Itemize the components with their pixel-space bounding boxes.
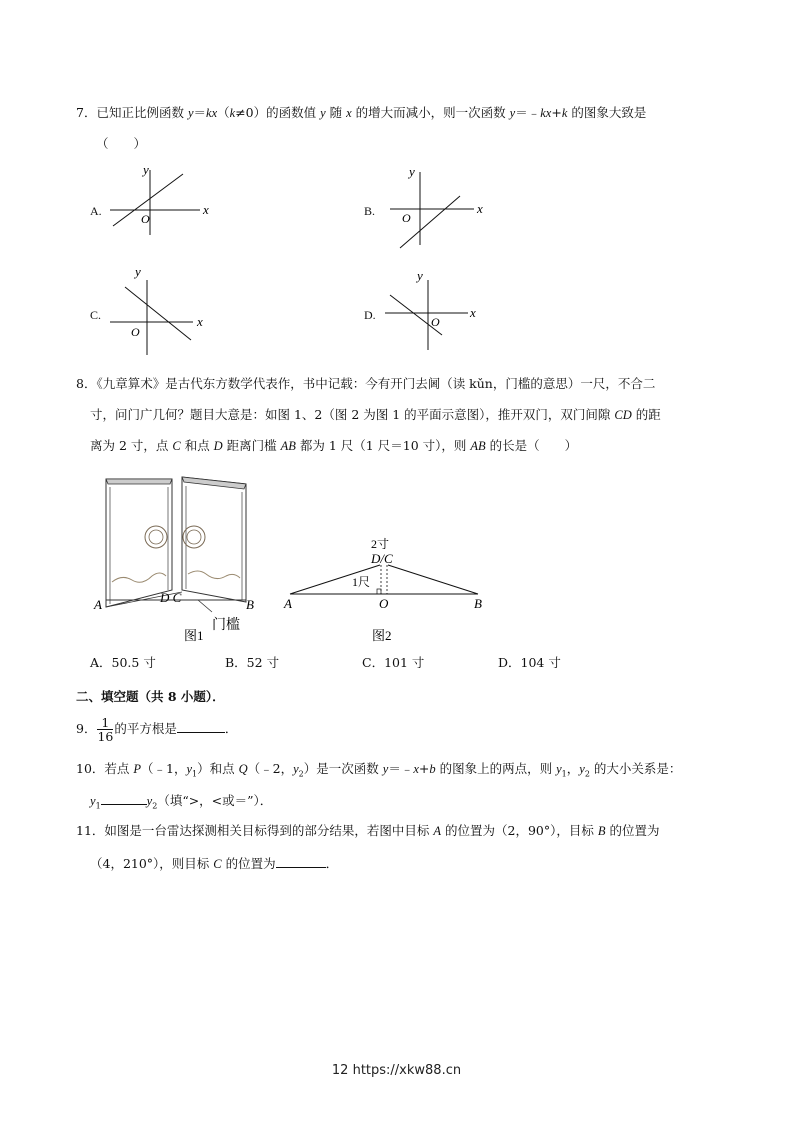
q11-line-1: 11．如图是一台雷达探测相关目标得到的部分结果，若图中目标 A 的位置为（2，90°），目标 B 的位置为: [76, 823, 660, 838]
fig1-sill-label: 门槛: [212, 618, 240, 633]
q8-choice-c[interactable]: C．101 寸: [362, 655, 425, 670]
fig2-top-label: 2寸: [371, 537, 390, 551]
fig1-label-b: B: [246, 597, 254, 612]
q7-answer-paren: （ ）: [96, 136, 147, 151]
q10-answer-blank[interactable]: [101, 792, 147, 805]
y-axis-label: y: [417, 268, 423, 283]
section-heading: 二、填空题（共 8 小题）．: [76, 689, 225, 704]
fig2-caption: 图2: [372, 628, 392, 643]
q7-option-d-label[interactable]: D.: [364, 308, 376, 322]
q8-line-1: 8．《九章算术》是古代东方数学代表作，书中记载：今有开门去阃（读 kǔn，门槛的意思）一尺，不合二: [76, 376, 656, 391]
x-axis-label: x: [197, 314, 203, 329]
page-footer: 12 https://xkw88.cn: [331, 1063, 462, 1078]
q7-option-c-label[interactable]: C.: [90, 308, 102, 322]
q8-figure-2: [280, 534, 495, 650]
q9-answer-blank[interactable]: [177, 720, 225, 733]
y-axis-label: y: [143, 162, 149, 177]
q9-fraction: $\frac{1}{16}$: [97, 715, 114, 744]
x-axis-label: x: [203, 202, 209, 217]
q8-choice-a[interactable]: A．50.5 寸: [90, 655, 156, 670]
q7-option-b-label[interactable]: B.: [364, 204, 376, 218]
q7-option-c-graph[interactable]: [105, 265, 215, 360]
q8-choice-d[interactable]: D．104 寸: [498, 655, 561, 670]
y-axis-label: y: [135, 265, 141, 279]
q9-line: 9． $\frac{1}{16}$ 的平方根是 ．: [76, 715, 238, 744]
q11-line-2: （4，210°），则目标 C 的位置为 ．: [90, 856, 339, 871]
fig2-label-o: O: [379, 596, 389, 611]
fig1-caption: 图1: [184, 628, 204, 643]
q7-option-a-label[interactable]: A.: [90, 204, 102, 218]
q8-choice-b[interactable]: B．52 寸: [225, 655, 280, 670]
fig2-label-a: A: [284, 596, 292, 611]
x-axis-label: x: [470, 305, 476, 320]
q10-line-1: 10．若点 P（﹣1，$y_1$）和点 Q（﹣2，$y_2$）是一次函数 y＝﹣x+b 的图象上的两点，则 $y_1$，$y_2$ 的大小关系是：: [76, 761, 682, 779]
fig2-label-dc: D/C: [371, 551, 393, 566]
q11-answer-blank[interactable]: [276, 855, 326, 868]
q8-line-2: 寸，问门广几何？题目大意是：如图 1、2（图 2 为图 1 的平面示意图），推开双门，双门间隙 CD 的距: [90, 407, 661, 422]
q10-line-2: $y_1$ $y_2$（填“>，<或＝”）．: [90, 793, 273, 811]
origin-label: O: [431, 315, 440, 329]
q7-stem: 7．已知正比例函数 y＝kx（k≠0）的函数值 y 随 x 的增大而减小，则一次函数 y＝﹣kx+k 的图象大致是: [76, 105, 647, 120]
origin-label: O: [131, 325, 140, 339]
q8-line-3: 离为 2 寸，点 C 和点 D 距离门槛 AB 都为 1 尺（1 尺＝10 寸），则 AB 的长是（ ）: [90, 438, 578, 453]
origin-label: O: [402, 211, 411, 225]
x-axis-label: x: [477, 201, 483, 216]
fig1-label-dc: D C: [160, 590, 182, 605]
q8-figure-1: [90, 472, 260, 650]
fig1-label-a: A: [94, 597, 102, 612]
q7-option-a-graph[interactable]: [105, 160, 225, 240]
origin-label: O: [141, 212, 150, 226]
y-axis-label: y: [409, 164, 415, 179]
q7-option-d-graph[interactable]: [380, 265, 490, 355]
fig2-chi-label: 1尺: [352, 575, 371, 589]
fig2-label-b: B: [474, 596, 482, 611]
q7-option-b-graph[interactable]: [380, 160, 500, 255]
